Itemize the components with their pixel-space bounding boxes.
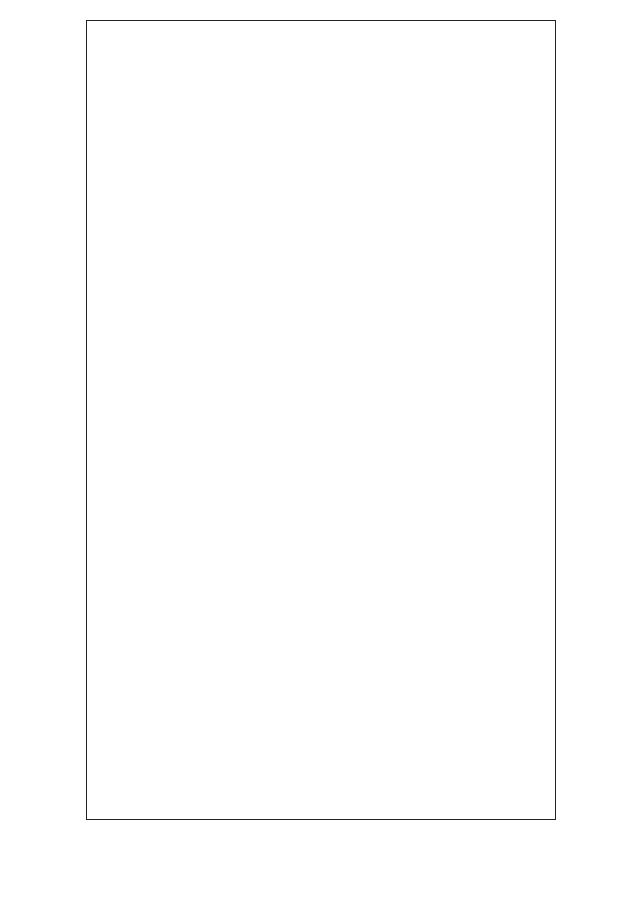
table-body: [87, 21, 555, 819]
data-table: [87, 21, 555, 819]
document-table-frame: [86, 20, 556, 820]
